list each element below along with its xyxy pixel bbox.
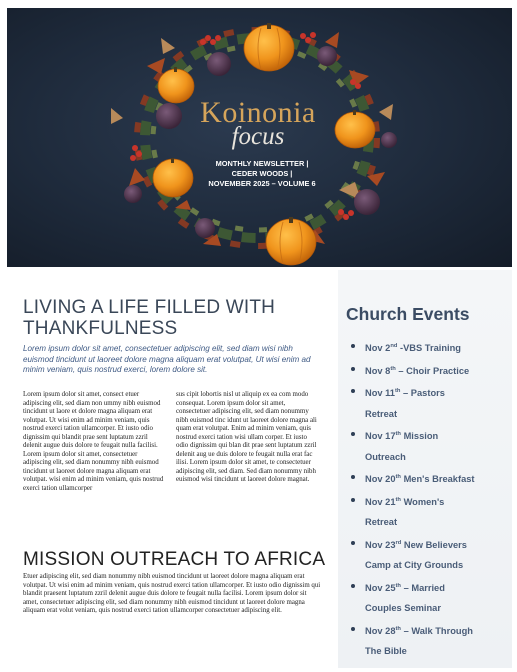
event-item (348, 336, 508, 359)
masthead (193, 98, 323, 148)
event-date: Nov 23 (365, 539, 396, 550)
event-item (348, 381, 508, 424)
event-item (348, 576, 508, 619)
event-date-suffix: nd (390, 343, 398, 349)
article-lead: Lorem ipsum dolor sit amet, consectetuer adipiscing elit, sed diam wisi nibh euismod tincidunt ut laoreet dolore magna aliquam erat volutpat, Ut wisi enim ad minim veniam, quis nostrud exerci, lorem dolore sit. (23, 344, 311, 375)
event-name: Women's (400, 496, 445, 507)
event-date-suffix: th (394, 388, 401, 394)
event-name-continued: Retreat (365, 408, 398, 419)
events-list (348, 336, 508, 662)
event-name-continued: Retreat (365, 517, 398, 527)
brand-subtitle: focus (231, 123, 285, 150)
header-banner (7, 8, 512, 267)
brand-title: Koinonia (200, 96, 316, 129)
event-name-continued: The Bible (365, 646, 407, 656)
event-date: Nov 21 (365, 496, 396, 507)
event-item (348, 533, 508, 576)
newsletter-info-line: CEDER WOODS | (231, 169, 293, 178)
event-name: Men's Breakfast (400, 474, 475, 484)
article-title-line: LIVING A LIFE FILLED WITH (23, 297, 276, 318)
event-date: Nov 11 (365, 388, 395, 398)
event-name-continued: Camp at City Grounds (365, 560, 464, 570)
event-date-suffix: th (395, 582, 401, 589)
event-date: Nov 28 (365, 625, 396, 636)
newsletter-info-line: NOVEMBER 2025 – VOLUME 6 (208, 179, 316, 188)
event-name: – Married (400, 582, 445, 593)
article-title-line: THANKFULNESS (23, 318, 178, 339)
event-date: Nov 17 (365, 431, 396, 441)
event-date-suffix: th (395, 496, 401, 503)
event-name: – Walk Through (400, 625, 473, 636)
event-name-continued: Couples Seminar (365, 603, 441, 613)
event-item (348, 359, 508, 382)
event-name: – Pastors (400, 388, 445, 398)
newsletter-info (203, 159, 321, 189)
article-column-left: Lorem ipsum dolor sit amet, consect etuer adipiscing elit, sed diam non ummy nibh euismod tincidunt ut laore et dolore magna aliquam erat volutpat. Ut wisi enim ad minim veniam, quis nostrud exerci tation ullamcorper. Et iusto odio dignissim qui blandit prae sent luptatum zzril delenit augue duis dolore te feugait nulla facilisi. Lorem ipsum dolor sit amet, consectetuer adipiscing elit, sed diam nonummy nibh euismod tincidunt ut laoreet dolore magna aliquam erat volutpat. wisi enim ad minim veniam, quis nostrud exerci tation ullamcorper (23, 391, 164, 493)
event-date: Nov 20 (365, 474, 396, 484)
event-date-suffix: rd (395, 539, 402, 546)
mission-title: MISSION OUTREACH TO AFRICA (23, 549, 326, 570)
event-name-continued: Outreach (365, 451, 406, 462)
event-item (348, 490, 508, 533)
event-date: Nov 2 (365, 343, 391, 353)
article-column-right: sus cipit lobortis nisl ut aliquip ex ea com modo consequat. Lorem ipsum dolor sit amet, consectetuer adipiscing elit, sed diam nonummy nibh euismod tinc idunt ut laoreet dolore magna ali quam erat volutpat. Enim ad minim veniam, quis nostrud exerci tation wisi ullam corper. Et iusto odio dignissim qui blan dit prae sent luptatum zzril delenit aug ue duis dolore te feugait nulla erat fac ilisi. Lorem ipsum dolor sit amet, te consectetuer adipiscing elit, sed diam. Sed diam nonummy nibh euismod wisi tincidunt ut laoreet dolore magnat. (176, 391, 317, 484)
article-thankfulness (23, 297, 323, 376)
article-title (23, 297, 323, 339)
event-item (348, 424, 508, 467)
event-date: Nov 8 (365, 365, 391, 376)
newsletter-info-line: MONTHLY NEWSLETTER | (215, 159, 309, 168)
event-name: -VBS Training (397, 343, 461, 353)
event-date-suffix: th (395, 431, 401, 437)
event-date-suffix: th (395, 625, 401, 632)
event-name: Mission (400, 431, 439, 441)
mission-body: Etuer adipiscing elit, sed diam nonummy nibh euismod tincidunt ut laoreet dolore magna aliquam erat volutpat. Ut wisi enim ad minim veniam, quis nostrud exerci tation ullamcorper. Et iusto odio dignissim qui blandit praesent luptatum zzril delenit augue duis dolore te feugait nulla facilisi. Lorem ipsum dolor sit amet, consectetuer adipiscing elit, sed diam nonummy nibh euismod tincidunt ut laoreet dolore magna aliquam erat volut veniam, quis nostrud exerci tation ullamcorper consectetuer adipiscing elit. (23, 573, 321, 615)
events-title: Church Events (346, 304, 470, 324)
event-name: New Believers (401, 539, 467, 550)
event-date-suffix: th (395, 474, 401, 480)
event-date: Nov 25 (365, 582, 396, 593)
events-sidebar (338, 270, 512, 668)
event-item (348, 619, 508, 662)
event-item (348, 467, 508, 490)
event-date-suffix: th (390, 365, 396, 372)
event-name: – Choir Practice (395, 365, 470, 376)
